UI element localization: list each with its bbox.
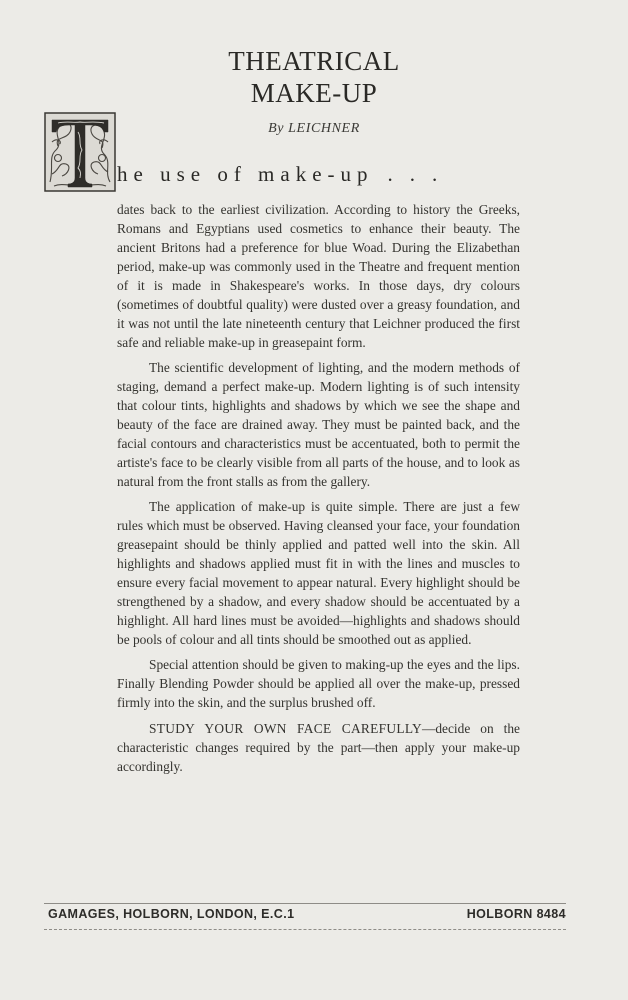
footer <box>48 907 566 921</box>
footer-rule-bottom <box>44 929 566 930</box>
paragraph-2: The scientific development of lighting, and the modern methods of staging, demand a perfect make-up. Modern lighting is of such intensity that colour tints, highlights and shadows by which we see the shape and beauty of the face are drained away. They must be painted back, and the facial contours and characteristics must be accentuated, both to permit the artiste's face to be clearly visible from all parts of the house, and to look as natural from the front stalls as from the gallery. <box>117 360 520 489</box>
paragraph-5 <box>117 720 520 777</box>
footer-address: GAMAGES, HOLBORN, LONDON, E.C.1 <box>48 907 295 921</box>
ornamental-dropcap-t <box>44 112 116 192</box>
opening-text: he use of make-up <box>117 162 374 186</box>
page-title-line-2: MAKE-UP <box>250 78 378 108</box>
page-title-line-1: THEATRICAL <box>228 46 400 76</box>
article-body <box>117 201 520 783</box>
opening-ellipsis: ... <box>387 162 455 186</box>
opening-phrase <box>117 162 454 187</box>
byline: By LEICHNER <box>268 121 360 136</box>
footer-phone: HOLBORN 8484 <box>466 907 566 921</box>
paragraph-5-caps: STUDY YOUR OWN FACE CAREFULLY <box>149 720 422 736</box>
paragraph-4: Special attention should be given to making-up the eyes and the lips. Finally Blending Powder should be applied all over the make-up, pressed firmly into the skin, and the surplus brushed off. <box>117 657 520 711</box>
paragraph-1: dates back to the earliest civilization. According to history the Greeks, Romans and Egyptians used cosmetics to enhance their beauty. The ancient Britons had a preference for blue Woad. During the Elizabethan period, make-up was commonly used in the Theatre and frequent mention of it is made in Shakespeare's works. In those days, dry colours (sometimes of doubtful quality) were dusted over a greasy foundation, and it was not until the late nineteenth century that Leichner produced the first safe and reliable make-up in greasepaint form. <box>117 202 520 350</box>
paragraph-3: The application of make-up is quite simple. There are just a few rules which must be observed. Having cleansed your face, your foundation greasepaint should be thinly applied and patted well into the skin. All highlights and shadows applied must fit in with the lines and muscles to ensure every facial movement to appear natural. Every highlight should be strengthened by a shadow, and every shadow should be accentuated by a highlight. All hard lines must be avoided—highlights and shadows should be pools of colour and all tints should be smoothed out as applied. <box>117 499 520 647</box>
footer-rule-top <box>44 903 566 904</box>
paragraph-5-rest: —decide on the characteristic changes required by the part—then apply your make-up accordingly. <box>117 720 520 774</box>
